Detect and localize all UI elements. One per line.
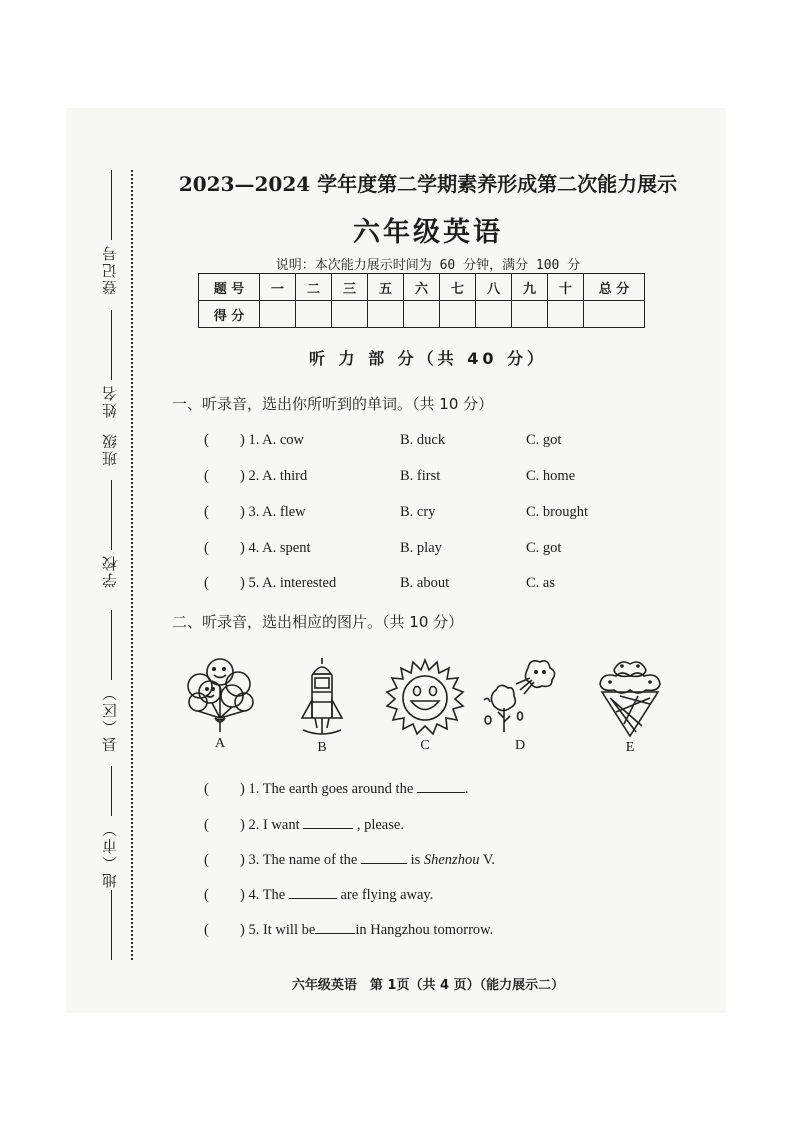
balloons-icon <box>182 656 258 734</box>
dotted-cut-line <box>131 170 133 960</box>
sentence-text: ) 1. The earth goes around the <box>240 781 414 797</box>
option-a: ) 1. A. cow <box>240 432 305 448</box>
option-c: C. got <box>526 540 562 556</box>
listening-part-title: 听 力 部 分（共 40 分） <box>308 349 548 368</box>
score-column: 九 <box>512 274 548 301</box>
picture-a <box>180 656 260 752</box>
option-a: ) 2. A. third <box>240 468 308 484</box>
sentence-end: . <box>464 781 469 797</box>
option-b: B. play <box>400 540 442 556</box>
picture-label: E <box>625 740 635 755</box>
score-column: 三 <box>332 274 368 301</box>
sentence-row <box>204 817 404 834</box>
sentence-tail: V. <box>479 852 496 868</box>
field-city: 地（市） <box>101 820 119 888</box>
exam-subtitle: 六年级英语 <box>353 217 503 248</box>
option-c: C. brought <box>526 504 589 520</box>
answer-paren[interactable]: ( <box>204 540 209 556</box>
sentence-text: ) 5. It will be <box>240 922 316 938</box>
score-total-cell[interactable] <box>584 301 645 328</box>
option-c: C. home <box>526 468 576 484</box>
sentence-end: , please. <box>356 817 404 833</box>
signature-line <box>111 766 112 816</box>
score-cell[interactable] <box>404 301 440 328</box>
score-cell[interactable] <box>440 301 476 328</box>
answer-paren[interactable]: ( <box>204 781 209 797</box>
answer-paren[interactable]: ( <box>204 575 209 591</box>
picture-b <box>282 656 362 756</box>
signature-line <box>111 170 112 240</box>
sentence-text: ) 4. The <box>240 887 286 903</box>
sun-icon <box>385 656 465 736</box>
sentence-row <box>204 887 433 904</box>
score-cell[interactable] <box>260 301 296 328</box>
score-header-row <box>199 274 645 301</box>
fill-blank[interactable] <box>303 828 353 829</box>
score-column: 一 <box>260 274 296 301</box>
signature-line <box>111 890 112 960</box>
field-name: 姓名 <box>101 384 119 418</box>
fill-blank[interactable] <box>361 863 407 864</box>
option-a: ) 4. A. spent <box>240 540 311 556</box>
ice-cream-icon <box>592 656 668 738</box>
fill-blank[interactable] <box>417 792 465 793</box>
answer-paren[interactable]: ( <box>204 504 209 520</box>
score-table <box>198 273 645 328</box>
score-column: 十 <box>548 274 584 301</box>
score-row-label: 得 分 <box>199 301 260 328</box>
picture-label: A <box>214 736 226 751</box>
picture-d <box>480 656 560 754</box>
answer-paren[interactable]: ( <box>204 468 209 484</box>
section2-title: 二、听录音，选出相应的图片。（共 10 分） <box>172 613 464 631</box>
sentence-end: in Hangzhou tomorrow. <box>355 922 494 938</box>
score-column: 二 <box>296 274 332 301</box>
question-row <box>204 540 684 562</box>
question-row <box>204 432 684 454</box>
binding-strip <box>85 170 135 960</box>
signature-line <box>111 310 112 380</box>
option-b: B. about <box>400 575 450 591</box>
option-c: C. got <box>526 432 562 448</box>
picture-label: B <box>317 740 327 755</box>
score-cell[interactable] <box>296 301 332 328</box>
page-footer: 六年级英语 第 1页（共 4 页）（能力展示二） <box>291 978 565 993</box>
score-column: 八 <box>476 274 512 301</box>
sentence-row <box>204 922 493 939</box>
sentence-text: ) 3. The name of the <box>240 852 358 868</box>
score-row-label: 题 号 <box>199 274 260 301</box>
field-class: 班级 <box>101 432 119 466</box>
question-row <box>204 575 684 597</box>
score-column: 五 <box>368 274 404 301</box>
section1-title: 一、听录音，选出你所听到的单词。（共 10 分） <box>172 395 494 413</box>
option-a: ) 3. A. flew <box>240 504 306 520</box>
field-register-number: 登记号 <box>101 244 119 295</box>
picture-label: D <box>514 738 526 753</box>
picture-e <box>590 656 670 756</box>
fill-blank[interactable] <box>289 898 337 899</box>
sentence-text: ) 2. I want <box>240 817 300 833</box>
picture-label: C <box>420 738 430 753</box>
score-column: 六 <box>404 274 440 301</box>
score-total-label: 总 分 <box>584 274 645 301</box>
signature-line <box>111 610 112 680</box>
answer-paren[interactable]: ( <box>204 887 209 903</box>
rocket-icon <box>297 656 347 738</box>
option-a: ) 5. A. interested <box>240 575 337 591</box>
option-c: C. as <box>526 575 555 591</box>
sentence-italic: Shenzhou <box>423 852 480 868</box>
sentence-row <box>204 852 495 869</box>
score-value-row <box>199 301 645 328</box>
score-cell[interactable] <box>512 301 548 328</box>
sentence-end: is <box>406 852 424 868</box>
answer-paren[interactable]: ( <box>204 922 209 938</box>
field-school: 学校 <box>101 554 119 588</box>
question-row <box>204 468 684 490</box>
answer-paren[interactable]: ( <box>204 817 209 833</box>
score-column: 七 <box>440 274 476 301</box>
signature-line <box>111 480 112 550</box>
exam-title: 2023—2024 学年度第二学期素养形成第二次能力展示 <box>178 172 678 196</box>
option-b: B. cry <box>400 504 436 520</box>
exam-note: 说明：本次能力展示时间为 60 分钟，满分 100 分 <box>275 258 581 273</box>
tree-wind-icon <box>480 656 560 736</box>
field-county: 县（区） <box>101 684 119 752</box>
sentence-end: are flying away. <box>336 887 434 903</box>
score-cell[interactable] <box>548 301 584 328</box>
score-cell[interactable] <box>476 301 512 328</box>
score-cell[interactable] <box>332 301 368 328</box>
sentence-row <box>204 781 469 798</box>
picture-options <box>170 656 690 766</box>
answer-paren[interactable]: ( <box>204 852 209 868</box>
answer-paren[interactable]: ( <box>204 432 209 448</box>
option-b: B. first <box>400 468 441 484</box>
score-cell[interactable] <box>368 301 404 328</box>
question-row <box>204 504 684 526</box>
fill-blank[interactable] <box>315 933 355 934</box>
option-b: B. duck <box>400 432 446 448</box>
picture-c <box>385 656 465 754</box>
